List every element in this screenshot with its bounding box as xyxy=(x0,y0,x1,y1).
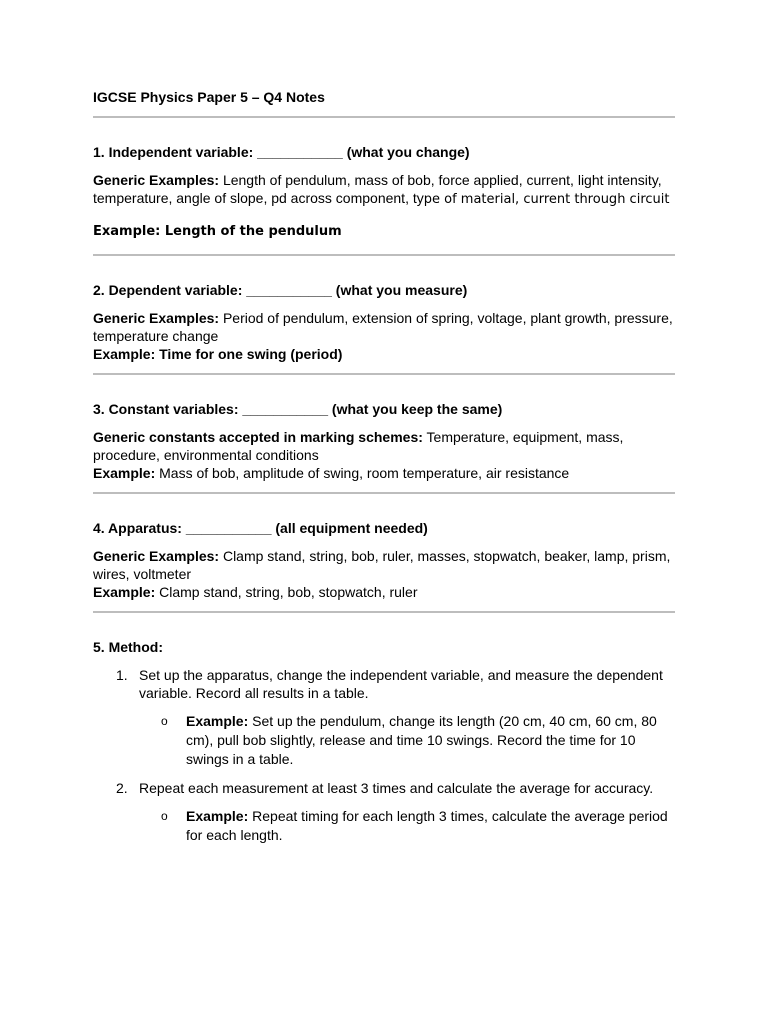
step-example-list xyxy=(139,807,675,845)
generic-examples-text: Period of pendulum, extension of spring, voltage, plant growth, pressure, temperature change xyxy=(93,310,673,344)
section-independent-variable xyxy=(93,143,675,241)
section-heading: 1. Independent variable: ___________ (what you change) xyxy=(93,144,470,160)
example-line xyxy=(93,583,675,601)
section-heading: 4. Apparatus: ___________ (all equipment needed) xyxy=(93,520,428,536)
step-number: 1. xyxy=(116,667,128,683)
section-method xyxy=(93,638,675,845)
generic-examples xyxy=(93,309,675,345)
example-text: Mass of bob, amplitude of swing, room temperature, air resistance xyxy=(159,465,570,481)
generic-constants-label: Generic constants accepted in marking schemes: xyxy=(93,429,423,445)
section-divider xyxy=(93,116,675,118)
example-text: Set up the pendulum, change its length (20 cm, 40 cm, 60 cm, 80 cm), pull bob slightly, release and time 10 swings. Record the time for 10 swings in a table. xyxy=(186,713,657,767)
document-page xyxy=(93,88,675,845)
generic-examples-text: Length of pendulum, mass of bob, force applied, current, light intensity, temperature, angle of slope, pd across component, ty xyxy=(93,172,662,206)
generic-examples xyxy=(93,171,675,209)
generic-examples-text: Clamp stand, string, bob, ruler, masses, stopwatch, beaker, lamp, prism, wires, voltmeter xyxy=(93,548,671,582)
example-label: Example: xyxy=(186,808,249,824)
example-line xyxy=(93,345,675,363)
section-dependent-variable xyxy=(93,281,675,363)
example-label: Example: xyxy=(93,465,156,481)
example-label: Example: xyxy=(186,713,249,729)
step-text: Repeat each measurement at least 3 times and calculate the average for accuracy. xyxy=(139,780,654,796)
generic-examples-label: Generic Examples: xyxy=(93,172,220,188)
generic-examples xyxy=(93,547,675,583)
method-steps xyxy=(93,666,675,845)
generic-examples-label: Generic Examples: xyxy=(93,548,220,564)
example-label: Example: xyxy=(93,584,156,600)
generic-constants-text: Temperature, equipment, mass, procedure, environmental conditions xyxy=(93,429,624,463)
section-divider xyxy=(93,254,675,256)
example-text: Repeat timing for each length 3 times, calculate the average period for each length. xyxy=(186,808,668,843)
section-divider xyxy=(93,373,675,375)
step-example xyxy=(139,712,675,769)
step-text: Set up the apparatus, change the independent variable, and measure the dependent variable. Record all results in a table. xyxy=(139,667,663,701)
section-heading: 5. Method: xyxy=(93,639,163,655)
section-heading: 2. Dependent variable: ___________ (what you measure) xyxy=(93,282,468,298)
example-text: Clamp stand, string, bob, stopwatch, ruler xyxy=(159,584,418,600)
section-divider xyxy=(93,611,675,613)
step-number: 2. xyxy=(116,780,128,796)
section-apparatus xyxy=(93,519,675,601)
section-constant-variables xyxy=(93,400,675,482)
document-title: IGCSE Physics Paper 5 – Q4 Notes xyxy=(93,89,325,105)
section-heading: 3. Constant variables: ___________ (what you keep the same) xyxy=(93,401,503,417)
example-line xyxy=(93,464,675,482)
method-step xyxy=(93,779,675,845)
generic-examples-label: Generic Examples: xyxy=(93,310,220,326)
generic-constants xyxy=(93,428,675,464)
section-divider xyxy=(93,492,675,494)
step-example-list xyxy=(139,712,675,769)
step-example xyxy=(139,807,675,845)
circle-bullet-icon: o xyxy=(161,809,168,823)
generic-examples-text-continued: pe of material, current through circuit xyxy=(423,192,670,207)
example-text: Example: Time for one swing (period) xyxy=(93,346,343,362)
example-line: Example: Length of the pendulum xyxy=(93,224,342,239)
method-step xyxy=(93,666,675,769)
circle-bullet-icon: o xyxy=(161,714,168,728)
